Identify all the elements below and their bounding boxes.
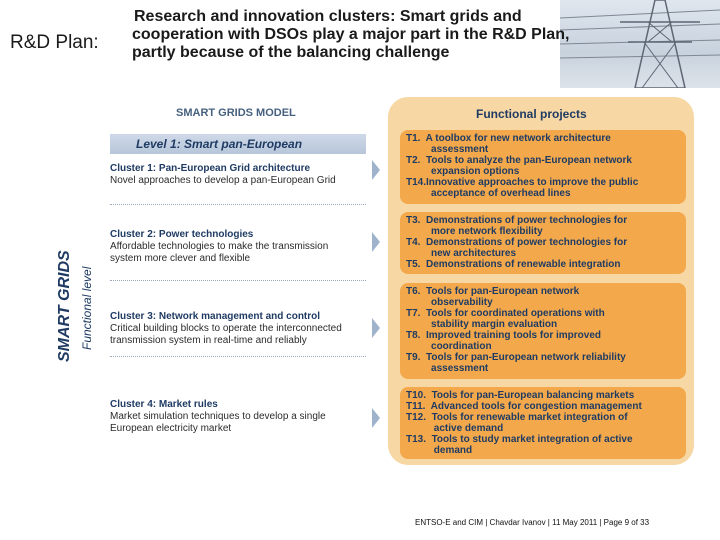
project-line: demand — [406, 445, 473, 456]
cluster-divider — [110, 204, 366, 205]
project-line: T11. Advanced tools for congestion management — [406, 401, 642, 412]
header-prefix: R&D Plan: — [10, 32, 99, 53]
project-group-3 — [400, 283, 686, 379]
cluster-3 — [110, 311, 366, 347]
project-line: assessment — [406, 363, 489, 374]
project-line: T3. Demonstrations of power technologies for — [406, 215, 628, 226]
project-line: T7. Tools for coordinated operations with — [406, 308, 605, 319]
chevron-right-icon — [372, 160, 380, 180]
cluster-desc: Affordable technologies to make the transmission — [110, 241, 329, 252]
project-line: T5. Demonstrations of renewable integration — [406, 259, 621, 270]
cluster-desc: European electricity market — [110, 423, 232, 434]
chevron-right-icon — [372, 408, 380, 428]
smart-grids-vertical-label: SMART GRIDS — [56, 250, 73, 362]
project-line: T8. Improved training tools for improved — [406, 330, 602, 341]
cluster-desc: system more clever and flexible — [110, 253, 251, 264]
level-1-bar: Level 1: Smart pan-European — [110, 134, 366, 154]
cluster-desc: Market simulation techniques to develop a single — [110, 411, 326, 422]
cluster-2 — [110, 229, 366, 265]
cluster-4 — [110, 399, 366, 435]
cluster-desc: Critical building blocks to operate the interconnected — [110, 323, 342, 334]
chevron-right-icon — [372, 232, 380, 252]
cluster-title: Cluster 2: Power technologies — [110, 229, 254, 240]
project-line: coordination — [406, 341, 492, 352]
project-group-1 — [400, 130, 686, 204]
project-line: T1. A toolbox for new network architecture — [406, 133, 611, 144]
cluster-title: Cluster 1: Pan-European Grid architecture — [110, 163, 311, 174]
project-line: new architectures — [406, 248, 517, 259]
project-line: expansion options — [406, 166, 520, 177]
project-group-4 — [400, 387, 686, 459]
slide-title — [132, 8, 569, 62]
title-line-1: Research and innovation clusters: Smart grids and — [134, 8, 522, 25]
cluster-divider — [110, 356, 366, 357]
cluster-1 — [110, 163, 366, 187]
project-line: T9. Tools for pan-European network reliability — [406, 352, 626, 363]
project-line: T10. Tools for pan-European balancing markets — [406, 390, 635, 401]
project-group-2 — [400, 212, 686, 274]
title-line-3: partly because of the balancing challenge — [132, 44, 450, 61]
project-line: T4. Demonstrations of power technologies for — [406, 237, 628, 248]
chevron-right-icon — [372, 318, 380, 338]
project-line: T12. Tools for renewable market integration of — [406, 412, 628, 423]
project-line: T13. Tools to study market integration of active — [406, 434, 633, 445]
project-line: assessment — [406, 144, 489, 155]
cluster-desc: transmission system in real-time and reliably — [110, 335, 307, 346]
cluster-desc: Novel approaches to develop a pan-European Grid — [110, 175, 336, 186]
project-line: active demand — [406, 423, 504, 434]
functional-projects-title: Functional projects — [476, 107, 587, 121]
cluster-divider — [110, 280, 366, 281]
power-tower-photo — [560, 0, 720, 88]
project-line: T14.Innovative approaches to improve the public — [406, 177, 639, 188]
cluster-title: Cluster 4: Market rules — [110, 399, 218, 410]
smart-grids-model-title: SMART GRIDS MODEL — [176, 107, 296, 119]
project-line: acceptance of overhead lines — [406, 188, 571, 199]
project-line: T2. Tools to analyze the pan-European network — [406, 155, 632, 166]
footer-text: ENTSO-E and CIM | Chavdar Ivanov | 11 May 2011 | Page 9 of 33 — [415, 518, 650, 527]
functional-level-vertical-label: Functional level — [80, 266, 94, 350]
title-line-2: cooperation with DSOs play a major part in the R&D Plan, — [132, 26, 570, 43]
cluster-title: Cluster 3: Network management and control — [110, 311, 321, 322]
project-line: more network flexibility — [406, 226, 543, 237]
project-line: T6. Tools for pan-European network — [406, 286, 580, 297]
project-line: stability margin evaluation — [406, 319, 558, 330]
project-line: observability — [406, 297, 493, 308]
